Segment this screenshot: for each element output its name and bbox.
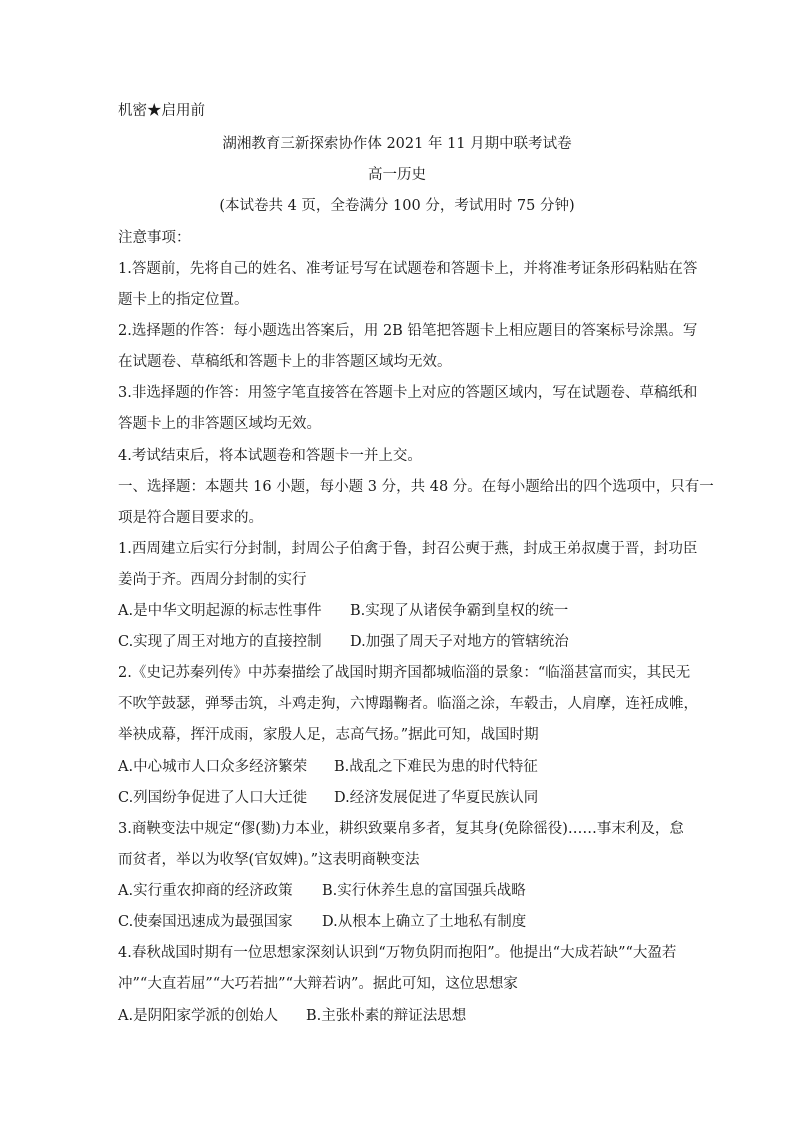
notice-item-3: 3.非选择题的作答：用签字笔直接答在答题卡上对应的答题区域内，写在试题卷、草稿纸和 bbox=[118, 385, 698, 401]
option-d: D.加强了周天子对地方的管辖统治 bbox=[350, 634, 569, 650]
notice-item-2-cont: 在试题卷、草稿纸和答题卡上的非答题区域均无效。 bbox=[118, 354, 452, 370]
secret-mark: 机密★启用前 bbox=[118, 103, 205, 119]
notice-item-1-cont: 题卡上的指定位置。 bbox=[118, 292, 249, 308]
question-stem: 1.西周建立后实行分封制，封周公子伯禽于鲁，封召公奭于燕，封成王弟叔虞于晋，封功臣 bbox=[118, 541, 698, 557]
section-heading-cont: 项是符合题目要求的。 bbox=[118, 510, 263, 526]
option-a: A.是阴阳家学派的创始人 bbox=[118, 1008, 279, 1024]
exam-title: 湖湘教育三新探索协作体 2021 年 11 月期中联考试卷 bbox=[222, 136, 572, 152]
option-c: C.列国纷争促进了人口大迁徙 bbox=[118, 790, 308, 806]
notice-item-2: 2.选择题的作答：每小题选出答案后，用 2B 铅笔把答题卡上相应题目的答案标号涂黑。写 bbox=[118, 323, 698, 339]
option-c: C.实现了周王对地方的直接控制 bbox=[118, 634, 322, 650]
notice-item-4: 4.考试结束后，将本试题卷和答题卡一并上交。 bbox=[118, 448, 422, 464]
notice-item-1: 1.答题前，先将自己的姓名、准考证号写在试题卷和答题卡上，并将准考证条形码粘贴在答 bbox=[118, 261, 698, 277]
exam-info: (本试卷共 4 页，全卷满分 100 分，考试用时 75 分钟) bbox=[219, 198, 575, 214]
option-b: B.实行休养生息的富国强兵战略 bbox=[322, 883, 526, 899]
question-stem: 3.商鞅变法中规定“僇(勠)力本业，耕织致粟帛多者，复其身(免除徭役)……事末利及，怠 bbox=[118, 821, 684, 837]
notice-item-3-cont: 答题卡上的非答题区域均无效。 bbox=[118, 416, 321, 432]
option-d: D.经济发展促进了华夏民族认同 bbox=[334, 790, 539, 806]
question-stem: 4.春秋战国时期有一位思想家深刻认识到“万物负阴而抱阳”。他提出“大成若缺”“大盈若 bbox=[118, 945, 677, 961]
option-b: B.战乱之下难民为患的时代特征 bbox=[334, 759, 538, 775]
option-b: B.主张朴素的辩证法思想 bbox=[306, 1008, 467, 1024]
question-stem: 举袂成幕，挥汗成雨，家殷人足，志高气扬。”据此可知，战国时期 bbox=[118, 727, 539, 743]
question-stem: 姜尚于齐。西周分封制的实行 bbox=[118, 572, 307, 588]
option-a: A.中心城市人口众多经济繁荣 bbox=[118, 759, 308, 775]
notice-heading: 注意事项： bbox=[118, 230, 191, 246]
option-a: A.实行重农抑商的经济政策 bbox=[118, 883, 293, 899]
question-stem: 而贫者，举以为收孥(官奴婢)。”这表明商鞅变法 bbox=[118, 852, 420, 868]
option-d: D.从根本上确立了土地私有制度 bbox=[322, 914, 527, 930]
question-stem: 2.《史记苏秦列传》中苏秦描绘了战国时期齐国都城临淄的景象：“临淄甚富而实，其民无 bbox=[118, 665, 691, 681]
option-c: C.使秦国迅速成为最强国家 bbox=[118, 914, 293, 930]
option-b: B.实现了从诸侯争霸到皇权的统一 bbox=[350, 603, 569, 619]
section-heading: 一、选择题：本题共 16 小题，每小题 3 分，共 48 分。在每小题给出的四个选项中，只有一 bbox=[118, 479, 714, 495]
subject-title: 高一历史 bbox=[368, 167, 426, 183]
question-stem: 冲”“大直若屈”“大巧若拙”“大辩若讷”。据此可知，这位思想家 bbox=[118, 976, 518, 992]
option-a: A.是中华文明起源的标志性事件 bbox=[118, 603, 322, 619]
question-stem: 不吹竽鼓瑟，弹琴击筑，斗鸡走狗，六博蹋鞠者。临淄之涂，车毂击，人肩摩，连衽成帷， bbox=[118, 696, 698, 712]
